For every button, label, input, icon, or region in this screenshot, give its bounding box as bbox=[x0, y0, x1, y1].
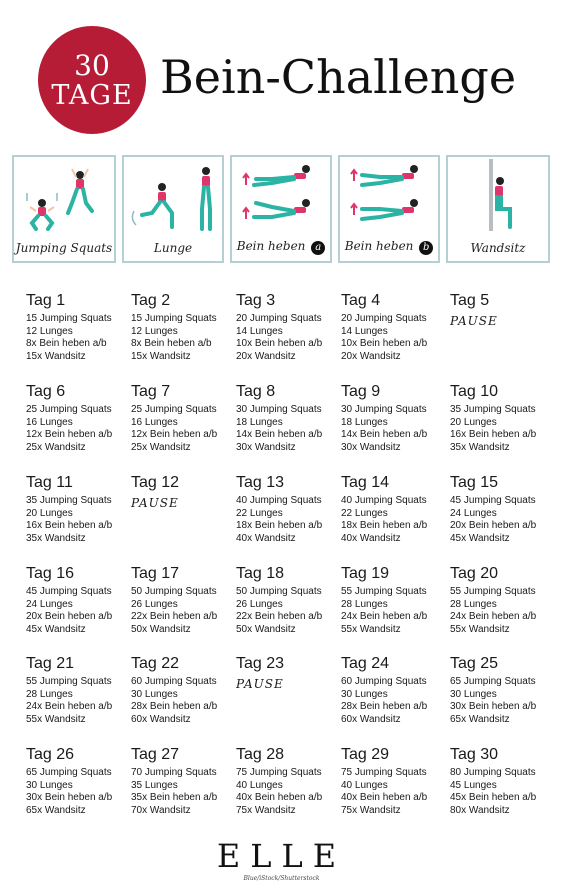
exercise-line: 50 Jumping Squats bbox=[236, 586, 322, 597]
exercise-line: 10x Bein heben a/b bbox=[341, 338, 428, 350]
day-cell bbox=[131, 474, 239, 510]
exercise-line: 45 Lunges bbox=[450, 779, 497, 791]
day-label: Tag 15 bbox=[450, 474, 499, 491]
day-label: Tag 27 bbox=[131, 746, 180, 763]
panel-wall-sit bbox=[446, 155, 550, 263]
exercise-line: 60x Wandsitz bbox=[131, 713, 191, 725]
exercise-line: 50x Wandsitz bbox=[236, 623, 296, 635]
exercise-line: 28x Bein heben a/b bbox=[341, 701, 428, 713]
exercise-line: 24x Bein heben a/b bbox=[26, 701, 113, 713]
exercise-line: 30x Wandsitz bbox=[236, 441, 296, 453]
day-label: Tag 21 bbox=[26, 655, 75, 672]
exercise-line: 10x Bein heben a/b bbox=[236, 338, 323, 350]
elle-logo: ELLE bbox=[216, 837, 347, 875]
day-label: Tag 12 bbox=[131, 474, 180, 491]
exercise-line: 20x Bein heben a/b bbox=[450, 520, 537, 532]
exercise-line: 12 Lunges bbox=[131, 325, 178, 337]
exercise-line: 55 Jumping Squats bbox=[450, 586, 536, 597]
day-cell bbox=[131, 565, 239, 636]
exercise-line: 40 Jumping Squats bbox=[236, 495, 322, 506]
day-cell bbox=[131, 292, 239, 363]
day-cell bbox=[26, 292, 134, 363]
exercise-line: 80x Wandsitz bbox=[450, 804, 510, 816]
exercise-line: 20 Lunges bbox=[450, 416, 497, 428]
rest-day-label: PAUSE bbox=[131, 496, 179, 510]
day-label: Tag 19 bbox=[341, 565, 390, 582]
panel-caption bbox=[340, 239, 438, 255]
day-cell bbox=[236, 655, 344, 691]
day-cell bbox=[131, 655, 239, 726]
exercise-line: 16x Bein heben a/b bbox=[26, 520, 113, 532]
exercise-line: 55 Jumping Squats bbox=[26, 676, 112, 687]
exercise-line: 14 Lunges bbox=[341, 325, 388, 337]
exercise-line: 30x Bein heben a/b bbox=[450, 701, 537, 713]
wall-sit-figure-icon bbox=[448, 157, 548, 237]
panel-caption-text: Bein heben bbox=[344, 239, 414, 253]
exercise-line: 35x Bein heben a/b bbox=[131, 792, 218, 804]
day-cell bbox=[236, 474, 344, 545]
exercise-line: 15x Wandsitz bbox=[26, 350, 86, 362]
exercise-line: 75x Wandsitz bbox=[341, 804, 401, 816]
leg-raise-figure-icon bbox=[232, 157, 330, 237]
panel-leg-raise-a bbox=[230, 155, 332, 263]
day-cell bbox=[450, 383, 558, 454]
badge-number: 30 bbox=[74, 48, 110, 82]
jumping-squats-figure-icon bbox=[14, 157, 114, 237]
exercise-line: 14x Bein heben a/b bbox=[236, 429, 323, 441]
exercise-line: 35 Jumping Squats bbox=[26, 495, 112, 506]
exercise-line: 45 Jumping Squats bbox=[450, 495, 536, 506]
day-label: Tag 4 bbox=[341, 292, 381, 309]
exercise-line: 35 Jumping Squats bbox=[450, 404, 536, 415]
exercise-line: 20x Wandsitz bbox=[341, 350, 401, 362]
exercise-line: 30 Lunges bbox=[450, 688, 497, 700]
leg-raise-figure-icon bbox=[340, 157, 438, 237]
panel-leg-raise-b bbox=[338, 155, 440, 263]
day-label: Tag 5 bbox=[450, 292, 490, 309]
day-label: Tag 23 bbox=[236, 655, 285, 672]
exercise-line: 15 Jumping Squats bbox=[26, 313, 112, 324]
day-label: Tag 11 bbox=[26, 474, 73, 491]
exercise-line: 24 Lunges bbox=[26, 598, 73, 610]
exercise-line: 30x Bein heben a/b bbox=[26, 792, 113, 804]
exercise-line: 35x Wandsitz bbox=[26, 532, 86, 544]
exercise-line: 60 Jumping Squats bbox=[131, 676, 217, 687]
exercise-line: 16x Bein heben a/b bbox=[450, 429, 537, 441]
exercise-line: 30 Jumping Squats bbox=[236, 404, 322, 415]
variant-a-marker: a bbox=[311, 241, 325, 255]
exercise-line: 12 Lunges bbox=[26, 325, 73, 337]
exercise-line: 22x Bein heben a/b bbox=[131, 611, 218, 623]
day-label: Tag 22 bbox=[131, 655, 180, 672]
exercise-line: 25 Jumping Squats bbox=[131, 404, 217, 415]
exercise-line: 40x Wandsitz bbox=[341, 532, 401, 544]
exercise-line: 22x Bein heben a/b bbox=[236, 611, 323, 623]
exercise-line: 55x Wandsitz bbox=[26, 713, 86, 725]
exercise-line: 40x Bein heben a/b bbox=[236, 792, 323, 804]
day-cell bbox=[341, 292, 449, 363]
exercise-line: 50x Wandsitz bbox=[131, 623, 191, 635]
exercise-line: 24x Bein heben a/b bbox=[450, 611, 537, 623]
exercise-line: 45x Bein heben a/b bbox=[450, 792, 537, 804]
day-cell bbox=[341, 474, 449, 545]
exercise-line: 18x Bein heben a/b bbox=[236, 520, 323, 532]
day-label: Tag 6 bbox=[26, 383, 66, 400]
exercise-line: 24x Bein heben a/b bbox=[341, 611, 428, 623]
exercise-line: 14x Bein heben a/b bbox=[341, 429, 428, 441]
exercise-line: 55x Wandsitz bbox=[341, 623, 401, 635]
variant-b-marker: b bbox=[419, 241, 433, 255]
day-cell bbox=[341, 383, 449, 454]
exercise-line: 75 Jumping Squats bbox=[341, 767, 427, 778]
exercise-line: 26 Lunges bbox=[236, 598, 283, 610]
day-cell bbox=[26, 474, 134, 545]
day-cell bbox=[450, 655, 558, 726]
day-label: Tag 1 bbox=[26, 292, 66, 309]
day-label: Tag 28 bbox=[236, 746, 285, 763]
day-cell bbox=[450, 292, 558, 328]
day-label: Tag 14 bbox=[341, 474, 390, 491]
day-cell bbox=[236, 383, 344, 454]
day-label: Tag 24 bbox=[341, 655, 390, 672]
exercise-line: 70 Jumping Squats bbox=[131, 767, 217, 778]
day-label: Tag 25 bbox=[450, 655, 499, 672]
exercise-line: 28 Lunges bbox=[341, 598, 388, 610]
page-title: Bein-Challenge bbox=[160, 50, 517, 104]
panel-caption: Lunge bbox=[153, 241, 193, 255]
day-cell bbox=[341, 565, 449, 636]
exercise-line: 35x Wandsitz bbox=[450, 441, 510, 453]
day-label: Tag 16 bbox=[26, 565, 75, 582]
day-cell bbox=[341, 655, 449, 726]
exercise-line: 65 Jumping Squats bbox=[450, 676, 536, 687]
panel-caption: Jumping Squats bbox=[15, 241, 113, 255]
panel-caption-text: Bein heben bbox=[236, 239, 306, 253]
rest-day-label: PAUSE bbox=[450, 314, 498, 328]
day-cell bbox=[236, 292, 344, 363]
exercise-line: 75 Jumping Squats bbox=[236, 767, 322, 778]
panel-caption: Wandsitz bbox=[470, 241, 526, 255]
exercise-line: 14 Lunges bbox=[236, 325, 283, 337]
exercise-line: 75x Wandsitz bbox=[236, 804, 296, 816]
exercise-line: 30 Jumping Squats bbox=[341, 404, 427, 415]
day-label: Tag 3 bbox=[236, 292, 276, 309]
exercise-line: 28 Lunges bbox=[26, 688, 73, 700]
exercise-panels bbox=[12, 155, 552, 265]
exercise-line: 40x Wandsitz bbox=[236, 532, 296, 544]
day-label: Tag 26 bbox=[26, 746, 75, 763]
exercise-line: 20 Lunges bbox=[26, 507, 73, 519]
exercise-line: 55 Jumping Squats bbox=[341, 586, 427, 597]
day-label: Tag 18 bbox=[236, 565, 285, 582]
exercise-line: 26 Lunges bbox=[131, 598, 178, 610]
lunge-figure-icon bbox=[124, 157, 222, 237]
exercise-line: 60 Jumping Squats bbox=[341, 676, 427, 687]
exercise-line: 80 Jumping Squats bbox=[450, 767, 536, 778]
photo-credit: Blue/iStock/Shutterstock bbox=[243, 875, 320, 882]
day-label: Tag 13 bbox=[236, 474, 285, 491]
exercise-line: 28 Lunges bbox=[450, 598, 497, 610]
day-label: Tag 10 bbox=[450, 383, 499, 400]
day-cell bbox=[26, 746, 134, 817]
exercise-line: 45x Wandsitz bbox=[26, 623, 86, 635]
day-cell bbox=[26, 565, 134, 636]
exercise-line: 16 Lunges bbox=[131, 416, 178, 428]
exercise-line: 22 Lunges bbox=[236, 507, 283, 519]
exercise-line: 40x Bein heben a/b bbox=[341, 792, 428, 804]
exercise-line: 40 Lunges bbox=[236, 779, 283, 791]
day-label: Tag 2 bbox=[131, 292, 171, 309]
day-cell bbox=[26, 383, 134, 454]
exercise-line: 45 Jumping Squats bbox=[26, 586, 112, 597]
exercise-line: 15 Jumping Squats bbox=[131, 313, 217, 324]
exercise-line: 25 Jumping Squats bbox=[26, 404, 112, 415]
exercise-line: 25x Wandsitz bbox=[131, 441, 191, 453]
exercise-line: 12x Bein heben a/b bbox=[131, 429, 218, 441]
exercise-line: 20x Wandsitz bbox=[236, 350, 296, 362]
exercise-line: 20 Jumping Squats bbox=[341, 313, 427, 324]
day-cell bbox=[450, 565, 558, 636]
exercise-line: 28x Bein heben a/b bbox=[131, 701, 218, 713]
exercise-line: 45x Wandsitz bbox=[450, 532, 510, 544]
exercise-line: 40 Jumping Squats bbox=[341, 495, 427, 506]
day-cell bbox=[450, 474, 558, 545]
day-label: Tag 9 bbox=[341, 383, 381, 400]
exercise-line: 30 Lunges bbox=[26, 779, 73, 791]
exercise-line: 50 Jumping Squats bbox=[131, 586, 217, 597]
rest-day-label: PAUSE bbox=[236, 677, 284, 691]
day-label: Tag 17 bbox=[131, 565, 180, 582]
exercise-line: 15x Wandsitz bbox=[131, 350, 191, 362]
exercise-line: 65x Wandsitz bbox=[26, 804, 86, 816]
panel-lunge bbox=[122, 155, 224, 263]
days-badge bbox=[38, 26, 146, 134]
badge-word: TAGE bbox=[51, 79, 133, 111]
exercise-line: 30 Lunges bbox=[341, 688, 388, 700]
exercise-line: 18 Lunges bbox=[341, 416, 388, 428]
exercise-line: 18x Bein heben a/b bbox=[341, 520, 428, 532]
exercise-line: 30x Wandsitz bbox=[341, 441, 401, 453]
panel-caption bbox=[232, 239, 330, 255]
exercise-line: 18 Lunges bbox=[236, 416, 283, 428]
day-label: Tag 20 bbox=[450, 565, 499, 582]
panel-jumping-squats bbox=[12, 155, 116, 263]
day-cell bbox=[236, 565, 344, 636]
exercise-line: 16 Lunges bbox=[26, 416, 73, 428]
day-label: Tag 30 bbox=[450, 746, 499, 763]
day-label: Tag 29 bbox=[341, 746, 390, 763]
day-cell bbox=[450, 746, 558, 817]
exercise-line: 25x Wandsitz bbox=[26, 441, 86, 453]
day-cell bbox=[131, 746, 239, 817]
exercise-line: 55x Wandsitz bbox=[450, 623, 510, 635]
exercise-line: 65x Wandsitz bbox=[450, 713, 510, 725]
day-cell bbox=[26, 655, 134, 726]
exercise-line: 20 Jumping Squats bbox=[236, 313, 322, 324]
exercise-line: 8x Bein heben a/b bbox=[131, 338, 212, 350]
day-label: Tag 7 bbox=[131, 383, 171, 400]
exercise-line: 30 Lunges bbox=[131, 688, 178, 700]
exercise-line: 22 Lunges bbox=[341, 507, 388, 519]
exercise-line: 12x Bein heben a/b bbox=[26, 429, 113, 441]
exercise-line: 8x Bein heben a/b bbox=[26, 338, 107, 350]
day-cell bbox=[341, 746, 449, 817]
exercise-line: 24 Lunges bbox=[450, 507, 497, 519]
exercise-line: 35 Lunges bbox=[131, 779, 178, 791]
day-label: Tag 8 bbox=[236, 383, 276, 400]
exercise-line: 60x Wandsitz bbox=[341, 713, 401, 725]
day-cell bbox=[131, 383, 239, 454]
day-cell bbox=[236, 746, 344, 817]
exercise-line: 65 Jumping Squats bbox=[26, 767, 112, 778]
exercise-line: 40 Lunges bbox=[341, 779, 388, 791]
exercise-line: 70x Wandsitz bbox=[131, 804, 191, 816]
exercise-line: 20x Bein heben a/b bbox=[26, 611, 113, 623]
